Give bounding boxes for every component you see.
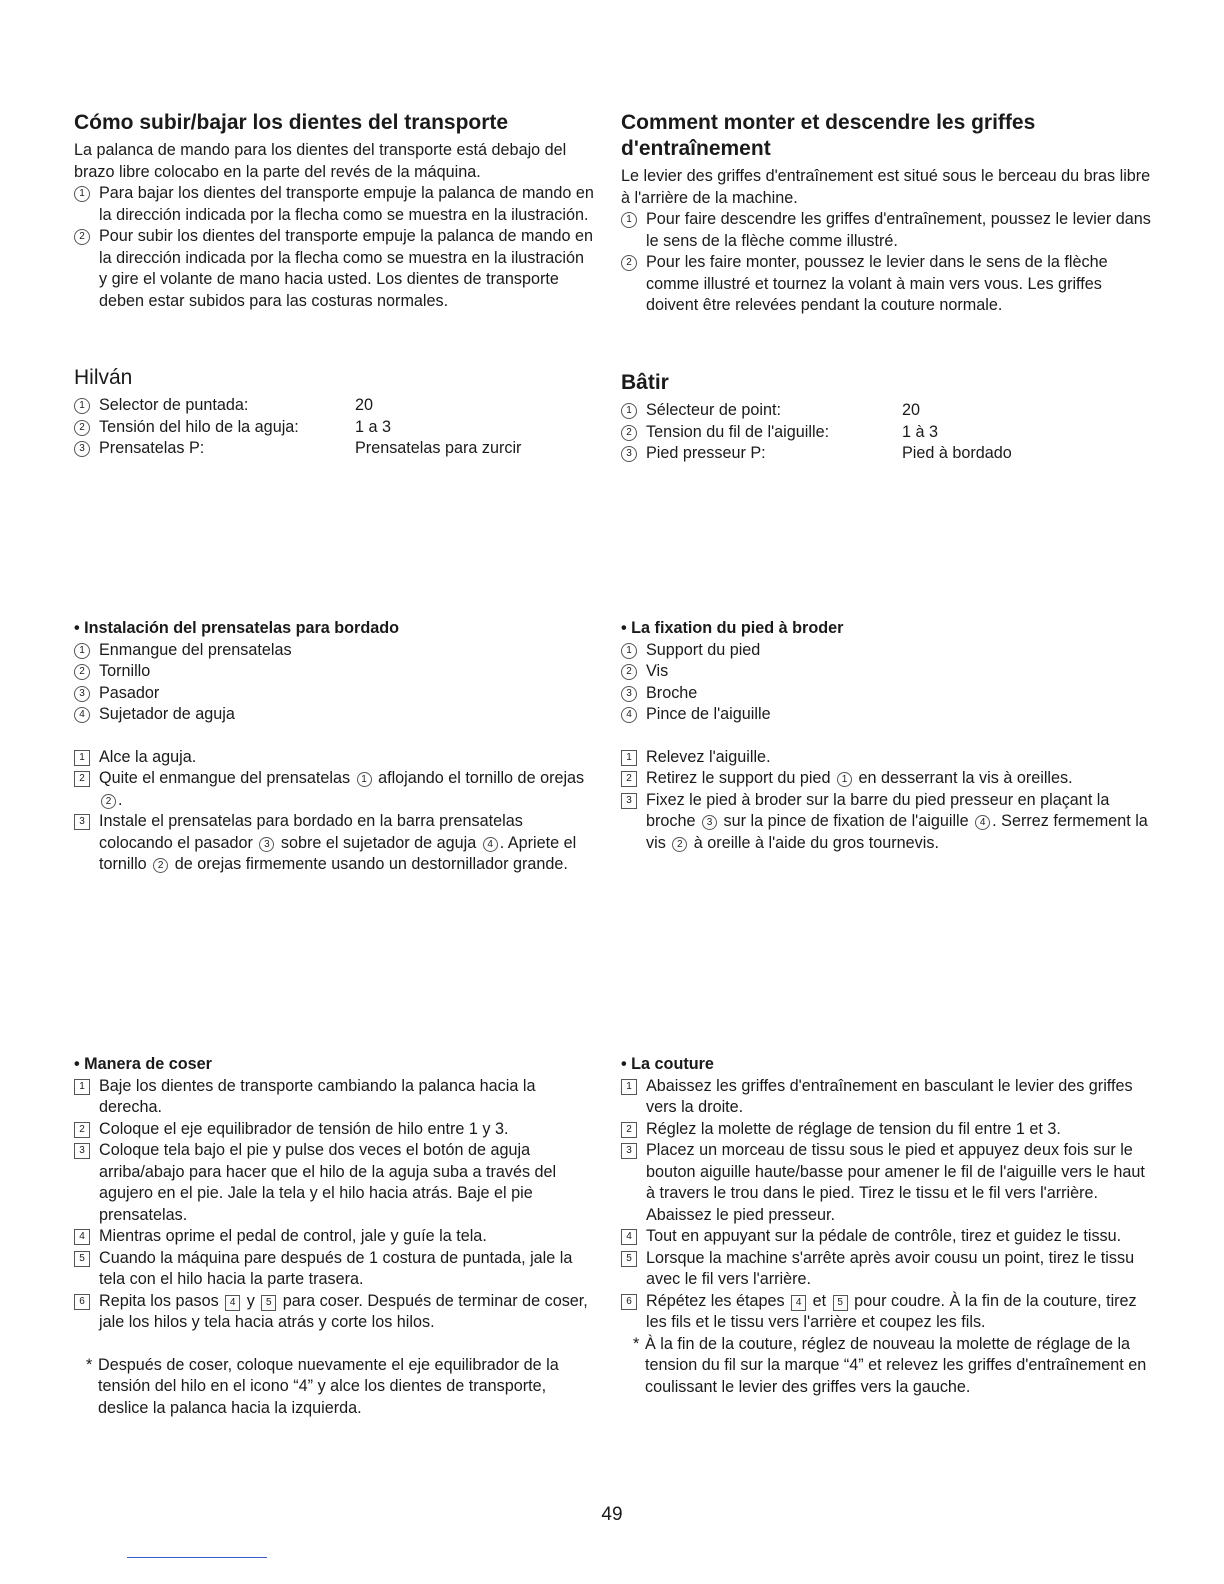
part-label: Tornillo (99, 662, 151, 680)
circled-number: 2 (74, 420, 90, 436)
step-text: . Apriete el tornillo (99, 833, 577, 873)
step-text: Coloque el eje equilibrador de tensión de hilo entre 1 y 3. (99, 1119, 509, 1138)
step-item (621, 768, 1151, 790)
list-item (621, 252, 1151, 317)
step-text: . (118, 790, 123, 809)
step-text: aflojando el tornillo de orejas (378, 769, 585, 787)
part-item (621, 683, 1151, 705)
part-item (74, 704, 594, 726)
step-text: à oreille à l'aide du gros tournevis. (693, 833, 939, 852)
step-item (621, 1291, 1151, 1334)
item-text: Pour les faire monter, poussez le levier dans le sens de la flèche comme illustré et tournez la volant à main vers vous. Les griffes doivent être relevées pendant la couture normale. (646, 253, 1108, 314)
circled-number: 4 (975, 815, 990, 830)
step-text: Instale el prensatelas para bordado en la barra prensatelas colocando el pasador (99, 812, 523, 852)
step-text: Réglez la molette de réglage de tension du fil entre 1 et 3. (646, 1119, 1061, 1138)
circled-number: 3 (74, 686, 90, 702)
step-item (621, 1140, 1151, 1226)
circled-number: 1 (621, 643, 637, 659)
setting-value: Prensatelas para zurcir (355, 439, 522, 457)
step-item (74, 1140, 594, 1226)
part-label: Support du pied (646, 640, 761, 659)
item-text: Pour subir los dientes del transporte empuje la palanca de mando en la dirección indicada por la flecha como se muestra en la ilustración y gire el volante de mano hacia usted. Los dientes de transporte deben estar subidos para las costuras normales. (99, 227, 594, 310)
section-sewing-fr (621, 1054, 1151, 1398)
step-number: 2 (621, 771, 637, 787)
step-number: 2 (74, 1122, 90, 1138)
circled-number: 3 (74, 441, 90, 457)
step-text: Baje los dientes de transporte cambiando la palanca hacia la derecha. (99, 1076, 536, 1116)
step-text: et (812, 1291, 827, 1310)
step-item (74, 1119, 594, 1141)
asterisk: * (633, 1334, 640, 1353)
step-text: Quite el enmangue del prensatelas (99, 769, 351, 787)
step-text: Cuando la máquina pare después de 1 costura de puntada, jale la tela con el hilo hacia la parte trasera. (99, 1248, 573, 1288)
step-text: Coloque tela bajo el pie y pulse dos veces el botón de aguja arriba/abajo para hacer que el hilo de la aguja suba a través del agujero en el pie. Jale la tela y el hilo hacia atrás. Baje el pie prensatelas. (99, 1141, 557, 1224)
step-text: Repita los pasos (99, 1291, 219, 1310)
step-text: Fixez le pied à broder sur la barre du pied presseur en plaçant la broche (646, 790, 1110, 830)
step-text: sobre el sujetador de aguja (280, 833, 477, 852)
step-text: Alce la aguja. (99, 747, 197, 766)
circled-number: 2 (153, 858, 168, 873)
setting-row (74, 395, 594, 417)
circled-number: 3 (621, 686, 637, 702)
circled-number: 2 (621, 664, 637, 680)
note (621, 1334, 1151, 1399)
setting-label: Pied presseur P: (646, 444, 766, 462)
circled-number: 1 (837, 772, 852, 787)
step-item (74, 811, 594, 876)
circled-number: 1 (621, 403, 637, 419)
step-text: Tout en appuyant sur la pédale de contrôle, tirez et guidez le tissu. (646, 1227, 1122, 1245)
circled-number: 1 (621, 212, 637, 228)
step-text: pour coudre. À la fin de la couture, tirez les fils et le tissu vers l'arrière et coupez les fils. (646, 1291, 1137, 1331)
circled-number: 4 (74, 707, 90, 723)
circled-number: 2 (74, 229, 90, 245)
step-number: 1 (621, 750, 637, 766)
section-embroidery-foot-es (74, 618, 594, 876)
note-text: À la fin de la couture, réglez de nouveau la molette de réglage de la tension du fil sur la marque “4” et relevez les griffes d'entraînement en coulissant le levier des griffes vers la gauche. (645, 1334, 1147, 1396)
part-label: Broche (646, 683, 698, 702)
step-item (74, 747, 594, 769)
step-number: 1 (74, 750, 90, 766)
setting-label: Tension du fil de l'aiguille: (646, 422, 830, 441)
note-text: Después de coser, coloque nuevamente el eje equilibrador de la tensión del hilo en el icono “4” y alce los dientes de transporte, deslice la palanca hacia la izquierda. (98, 1355, 559, 1417)
step-item (621, 1119, 1151, 1141)
asterisk: * (86, 1355, 93, 1374)
step-reference: 5 (261, 1295, 276, 1311)
step-reference: 5 (833, 1295, 848, 1311)
part-item (74, 661, 594, 683)
part-item (621, 661, 1151, 683)
setting-label: Sélecteur de point: (646, 401, 781, 419)
setting-row (74, 438, 594, 460)
part-label: Vis (646, 662, 669, 680)
setting-label: Selector de puntada: (99, 396, 249, 414)
section-basting-fr (621, 370, 1151, 465)
list-item (621, 209, 1151, 252)
setting-value: 20 (902, 401, 921, 419)
section-title: • La fixation du pied à broder (621, 619, 844, 637)
section-embroidery-foot-fr (621, 618, 1151, 854)
setting-label: Tensión del hilo de la aguja: (99, 417, 299, 436)
step-item (74, 1226, 594, 1248)
section-title: Bâtir (621, 371, 669, 394)
part-label: Pasador (99, 683, 160, 702)
setting-value: 1 a 3 (355, 417, 392, 436)
step-text: sur la pince de fixation de l'aiguille (723, 812, 969, 830)
step-item (74, 1291, 594, 1334)
circled-number: 4 (483, 837, 498, 852)
section-title: • Manera de coser (74, 1055, 212, 1073)
step-number: 1 (621, 1079, 637, 1095)
step-text: en desserrant la vis à oreilles. (858, 769, 1073, 787)
circled-number: 2 (621, 425, 637, 441)
list-item (74, 226, 594, 312)
setting-row (621, 443, 1151, 465)
setting-label: Prensatelas P: (99, 439, 205, 457)
step-number: 3 (621, 793, 637, 809)
step-text: para coser. Después de terminar de coser, jale los hilos y tela hacia atrás y corte los hilos. (99, 1291, 588, 1331)
step-text: y (246, 1291, 255, 1310)
step-number: 5 (74, 1251, 90, 1267)
step-number: 2 (74, 771, 90, 787)
step-text: Mientras oprime el pedal de control, jale y guíe la tela. (99, 1227, 487, 1245)
part-item (621, 640, 1151, 662)
section-title: Hilván (74, 366, 133, 389)
section-title: • La couture (621, 1055, 714, 1073)
section-sewing-es (74, 1054, 594, 1419)
step-reference: 4 (225, 1295, 240, 1311)
step-number: 3 (621, 1143, 637, 1159)
part-item (74, 640, 594, 662)
section-basting-es (74, 365, 594, 460)
step-number: 4 (621, 1229, 637, 1245)
setting-value: 1 à 3 (902, 422, 939, 441)
step-number: 5 (621, 1251, 637, 1267)
section-feed-dogs-es (74, 110, 594, 312)
setting-value: 20 (355, 396, 374, 414)
step-text: Placez un morceau de tissu sous le pied et appuyez deux fois sur le bouton aiguille haute/basse pour amener le fil de l'aiguille vers le haut à travers le trou dans le pied. Tirez le tissu et le fil vers l'arrière. Abaissez le pied presseur. (646, 1141, 1145, 1224)
circled-number: 1 (74, 186, 90, 202)
part-label: Pince de l'aiguille (646, 705, 771, 723)
circled-number: 1 (357, 772, 372, 787)
circled-number: 3 (259, 837, 274, 852)
step-item (621, 790, 1151, 855)
section-title: Comment monter et descendre les griffes d'entraînement (621, 111, 1036, 160)
circled-number: 3 (621, 446, 637, 462)
section-feed-dogs-fr (621, 110, 1151, 317)
circled-number: 2 (101, 794, 116, 809)
settings-list (74, 395, 594, 460)
step-text: . Serrez fermement la vis (646, 812, 1148, 852)
step-text: Relevez l'aiguille. (646, 747, 771, 766)
step-text: Lorsque la machine s'arrête après avoir cousu un point, tirez le tissu avec le fil vers l'arrière. (646, 1248, 1135, 1288)
intro-paragraph: La palanca de mando para los dientes del transporte está debajo del brazo libre colocabo en la parte del revés de la máquina. (74, 141, 567, 181)
list-item (74, 183, 594, 226)
circled-number: 2 (672, 837, 687, 852)
step-number: 2 (621, 1122, 637, 1138)
step-item (621, 1076, 1151, 1119)
footer-rule (127, 1557, 267, 1558)
step-number: 3 (74, 814, 90, 830)
step-text: Répétez les étapes (646, 1291, 785, 1310)
item-text: Pour faire descendre les griffes d'entraînement, poussez le levier dans le sens de la flèche comme illustré. (646, 210, 1151, 250)
circled-number: 2 (74, 664, 90, 680)
part-item (74, 683, 594, 705)
circled-number: 1 (74, 643, 90, 659)
step-item (621, 1248, 1151, 1291)
item-text: Para bajar los dientes del transporte empuje la palanca de mando en la dirección indicada por la flecha como se muestra en la ilustración. (99, 184, 594, 224)
step-item (74, 1076, 594, 1119)
step-item (621, 1226, 1151, 1248)
page-number: 49 (601, 1504, 623, 1525)
step-text: Abaissez les griffes d'entraînement en basculant le levier des griffes vers la droite. (646, 1076, 1133, 1116)
step-item (621, 747, 1151, 769)
part-label: Enmangue del prensatelas (99, 640, 292, 659)
note (74, 1355, 594, 1420)
setting-value: Pied à bordado (902, 444, 1012, 462)
setting-row (621, 400, 1151, 422)
part-item (621, 704, 1151, 726)
step-item (74, 768, 594, 811)
intro-paragraph: Le levier des griffes d'entraînement est situé sous le berceau du bras libre à l'arrière de la machine. (621, 167, 1151, 207)
setting-row (621, 422, 1151, 444)
setting-row (74, 417, 594, 439)
step-text: Retirez le support du pied (646, 769, 831, 787)
step-number: 1 (74, 1079, 90, 1095)
step-item (74, 1248, 594, 1291)
part-label: Sujetador de aguja (99, 705, 235, 723)
step-number: 6 (621, 1294, 637, 1310)
step-number: 3 (74, 1143, 90, 1159)
section-title: • Instalación del prensatelas para bordado (74, 619, 400, 637)
step-text: de orejas firmemente usando un destornillador grande. (174, 855, 568, 873)
section-title: Cómo subir/bajar los dientes del transporte (74, 111, 509, 134)
circled-number: 1 (74, 398, 90, 414)
settings-list (621, 400, 1151, 465)
circled-number: 3 (702, 815, 717, 830)
circled-number: 4 (621, 707, 637, 723)
step-number: 4 (74, 1229, 90, 1245)
step-number: 6 (74, 1294, 90, 1310)
circled-number: 2 (621, 255, 637, 271)
step-reference: 4 (791, 1295, 806, 1311)
